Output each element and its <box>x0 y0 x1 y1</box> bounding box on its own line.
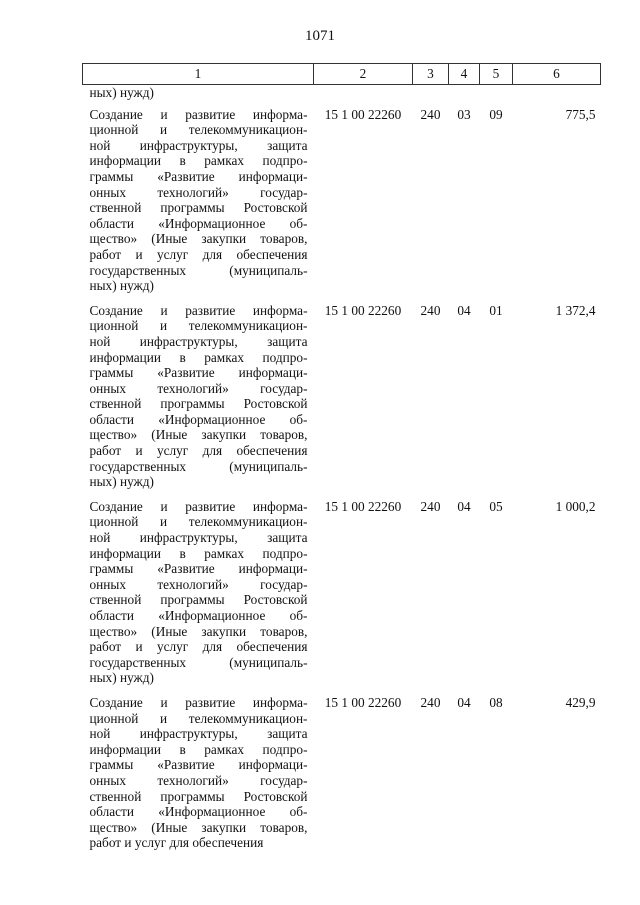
target-code-cell: 15 1 00 22260 <box>324 498 402 514</box>
name-line: области «Информационное об- <box>89 411 308 427</box>
expense-name-cell <box>83 303 314 499</box>
name-line: ной инфраструктуры, защита <box>89 726 308 742</box>
name-line: онных технологий» государ- <box>89 380 308 396</box>
expense-name-cell <box>83 695 314 860</box>
page-number: 1071 <box>305 28 335 44</box>
name-line: ционной и телекоммуникацион- <box>89 318 308 334</box>
expense-type-cell: 240 <box>420 106 441 122</box>
table-row <box>83 303 601 499</box>
name-line: работ и услуг для обеспечения <box>89 639 308 655</box>
name-line: ционной и телекоммуникацион- <box>89 514 308 530</box>
name-line: онных технологий» государ- <box>89 772 308 788</box>
name-line: ной инфраструктуры, защита <box>89 530 308 546</box>
amount-cell: 429,9 <box>565 694 596 710</box>
column-header-5: 5 <box>480 64 513 85</box>
column-header-3: 3 <box>413 64 449 85</box>
name-line: ственной программы Ростовской <box>89 788 308 804</box>
name-line: Создание и развитие информа- <box>89 498 308 514</box>
expense-name-cell <box>83 107 314 303</box>
name-line: Создание и развитие информа- <box>89 302 308 318</box>
name-line: области «Информационное об- <box>89 804 308 820</box>
name-line: ной инфраструктуры, защита <box>89 333 308 349</box>
column-header-4: 4 <box>449 64 480 85</box>
budget-table <box>82 63 601 860</box>
name-line: ных) нужд) <box>89 278 154 294</box>
name-line: ных) нужд) <box>89 670 154 686</box>
expense-type-cell: 240 <box>420 694 441 710</box>
name-line: граммы «Развитие информаци- <box>89 168 308 184</box>
subsection-cell: 05 <box>489 498 503 514</box>
column-header-6: 6 <box>513 64 601 85</box>
name-line: работ и услуг для обеспечения <box>89 443 308 459</box>
name-line: информации в рамках подпро- <box>89 153 308 169</box>
name-line: ственной программы Ростовской <box>89 592 308 608</box>
section-cell: 03 <box>457 106 471 122</box>
name-line: ных) нужд) <box>89 474 154 490</box>
target-code-cell: 15 1 00 22260 <box>324 302 402 318</box>
continuation-name-cell <box>83 85 314 107</box>
name-line: ных) нужд) <box>89 85 154 100</box>
column-header-2: 2 <box>314 64 413 85</box>
name-line: работ и услуг для обеспечения <box>89 835 264 851</box>
amount-cell: 1 000,2 <box>555 498 596 514</box>
name-line: граммы «Развитие информаци- <box>89 561 308 577</box>
table-row <box>83 695 601 860</box>
section-cell: 04 <box>457 498 471 514</box>
name-line: государственных (муниципаль- <box>89 262 308 278</box>
table-row <box>83 107 601 303</box>
name-line: щество» (Иные закупки товаров, <box>89 427 308 443</box>
name-line: щество» (Иные закупки товаров, <box>89 819 308 835</box>
name-line: ной инфраструктуры, защита <box>89 137 308 153</box>
target-code-cell: 15 1 00 22260 <box>324 106 402 122</box>
table-row <box>83 499 601 695</box>
name-line: граммы «Развитие информаци- <box>89 365 308 381</box>
subsection-cell: 08 <box>489 694 503 710</box>
name-line: области «Информационное об- <box>89 215 308 231</box>
name-line: информации в рамках подпро- <box>89 349 308 365</box>
name-line: онных технологий» государ- <box>89 184 308 200</box>
name-line: ственной программы Ростовской <box>89 200 308 216</box>
name-line: ционной и телекоммуникацион- <box>89 710 308 726</box>
expense-name-cell <box>83 499 314 695</box>
name-line: информации в рамках подпро- <box>89 741 308 757</box>
name-line: граммы «Развитие информаци- <box>89 757 308 773</box>
amount-cell: 775,5 <box>565 106 596 122</box>
name-line: щество» (Иные закупки товаров, <box>89 231 308 247</box>
name-line: ционной и телекоммуникацион- <box>89 122 308 138</box>
name-line: информации в рамках подпро- <box>89 545 308 561</box>
expense-type-cell: 240 <box>420 302 441 318</box>
name-line: государственных (муниципаль- <box>89 654 308 670</box>
name-line: онных технологий» государ- <box>89 576 308 592</box>
name-line: ственной программы Ростовской <box>89 396 308 412</box>
continuation-row <box>83 85 601 107</box>
target-code-cell: 15 1 00 22260 <box>324 694 402 710</box>
name-line: работ и услуг для обеспечения <box>89 246 308 262</box>
expense-type-cell: 240 <box>420 498 441 514</box>
column-number-header-row <box>83 64 601 85</box>
name-line: области «Информационное об- <box>89 608 308 623</box>
amount-cell: 1 372,4 <box>555 302 596 318</box>
section-cell: 04 <box>457 694 471 710</box>
name-line: щество» (Иные закупки товаров, <box>89 623 308 639</box>
column-header-1: 1 <box>83 64 314 85</box>
name-line: государственных (муниципаль- <box>89 458 308 474</box>
name-line: Создание и развитие информа- <box>89 106 308 122</box>
subsection-cell: 09 <box>489 106 503 122</box>
section-cell: 04 <box>457 302 471 318</box>
name-line: Создание и развитие информа- <box>89 694 308 710</box>
subsection-cell: 01 <box>489 302 503 318</box>
